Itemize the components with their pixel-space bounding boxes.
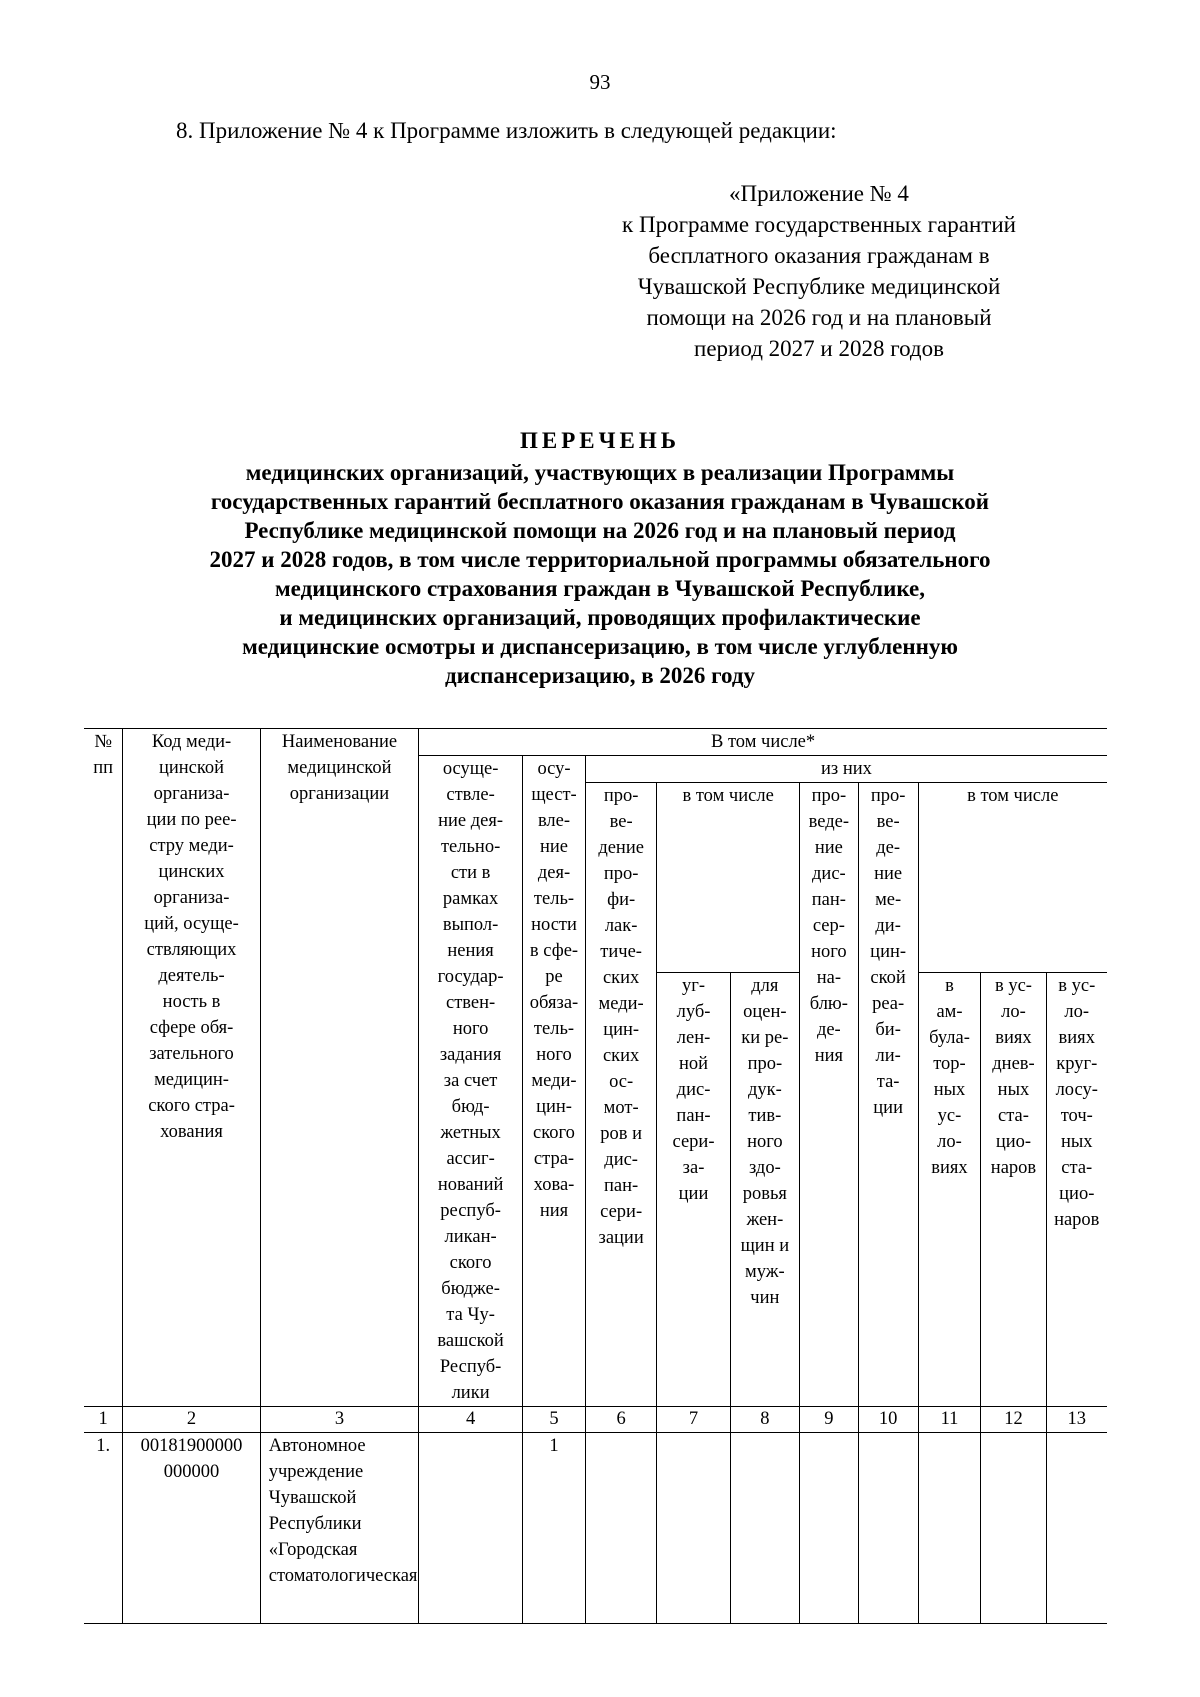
row-cell [657, 1433, 730, 1624]
appendix-line: помощи на 2026 год и на плановый [646, 305, 992, 330]
page-number: 93 [589, 70, 611, 94]
subtitle-line: и медицинских организаций, проводящих профилактические [279, 605, 921, 630]
organizations-table [84, 728, 1107, 1624]
subtitle-line: Республике медицинской помощи на 2026 год и на плановый период [244, 518, 956, 543]
header-outpatient: в ам- була- тор- ных ус- ло- виях [918, 972, 981, 1406]
row-cell [585, 1433, 656, 1624]
header-dispensary-observation: про- веде- ние дис- пан- сер- ного на- блю- де- ния [799, 783, 858, 1407]
column-number: 2 [123, 1407, 260, 1433]
row-cell [858, 1433, 918, 1624]
column-number: 3 [260, 1407, 418, 1433]
row-org-name: Автономное учреждение Чувашской Республики «Городская стоматологическая [260, 1433, 418, 1624]
subtitle-line: медицинского страхования граждан в Чувашской Республике, [275, 576, 925, 601]
row-cell [918, 1433, 981, 1624]
subtitle-line: государственных гарантий бесплатного оказания гражданам в Чувашской [210, 489, 990, 514]
appendix-line: Чувашской Республике медицинской [637, 274, 1001, 299]
column-number: 5 [523, 1407, 586, 1433]
subtitle-line: медицинских организаций, участвующих в реализации Программы [245, 460, 955, 485]
header-org-name: Наименование медицинской организации [260, 729, 418, 1407]
column-number: 8 [730, 1407, 799, 1433]
row-cell [799, 1433, 858, 1624]
row-org-code: 00181900000 000000 [123, 1433, 260, 1624]
header-oms-activity: осу- щест- вле- ние дея- тель- ности в сфе- ре обяза- тель- ного меди- цин- ского стра- хова- ния [523, 756, 586, 1407]
header-org-code: Код меди- цинской организа- ции по рее- стру меди- цинских организа- ций, осуще- ствляющих деятель- ность в сфере обя- зательного медицин- ского стра- хования [123, 729, 260, 1407]
header-prophylactic-exams: про- ве- дение про- фи- лак- тиче- ских меди- цин- ских ос- мот- ров и дис- пан- сери- зации [585, 783, 656, 1407]
column-number: 9 [799, 1407, 858, 1433]
header-including-b: в том числе [918, 783, 1107, 973]
row-number: 1. [84, 1433, 123, 1624]
table-row [84, 1433, 1107, 1624]
header-of-them: из них [585, 756, 1107, 783]
subtitle-line: диспансеризацию, в 2026 году [445, 663, 755, 688]
header-in-total: В том числе* [419, 729, 1107, 756]
row-cell [419, 1433, 523, 1624]
header-reproductive-health: для оцен- ки ре- про- дук- тив- ного здо- ровья жен- щин и муж- чин [730, 972, 799, 1406]
header-rehabilitation: про- ве- де- ние ме- ди- цин- ской реа- би- ли- та- ции [858, 783, 918, 1407]
appendix-line: «Приложение № 4 [729, 181, 909, 206]
column-number: 1 [84, 1407, 123, 1433]
header-in-depth-dispensarization: уг- луб- лен- ной дис- пан- сери- за- ции [657, 972, 730, 1406]
header-day-hospital: в ус- ло- виях днев- ных ста- цио- наров [981, 972, 1046, 1406]
row-cell: 1 [523, 1433, 586, 1624]
header-round-the-clock-hospital: в ус- ло- виях круг- лосу- точ- ных ста- цио- наров [1046, 972, 1107, 1406]
column-number: 11 [918, 1407, 981, 1433]
column-number: 10 [858, 1407, 918, 1433]
row-cell [981, 1433, 1046, 1624]
header-number: № пп [84, 729, 123, 1407]
column-number: 13 [1046, 1407, 1107, 1433]
row-cell [1046, 1433, 1107, 1624]
appendix-line: период 2027 и 2028 годов [694, 336, 944, 361]
column-number: 6 [585, 1407, 656, 1433]
header-including-a: в том числе [657, 783, 800, 973]
column-number: 4 [419, 1407, 523, 1433]
document-title: ПЕРЕЧЕНЬ [520, 428, 680, 453]
subtitle-line: медицинские осмотры и диспансеризацию, в том числе углубленную [242, 634, 958, 659]
header-state-assignment: осуще- ствле- ние дея- тельно- сти в рамках выпол- нения государ- ствен- ного задания за счет бюд- жетных ассиг- нований респуб- ликан- ского бюдже- та Чу- вашской Респуб- лики [419, 756, 523, 1407]
appendix-line: бесплатного оказания гражданам в [648, 243, 990, 268]
column-number: 7 [657, 1407, 730, 1433]
appendix-line: к Программе государственных гарантий [622, 212, 1016, 237]
row-cell [730, 1433, 799, 1624]
amendment-intro: 8. Приложение № 4 к Программе изложить в следующей редакции: [176, 118, 837, 143]
column-number-row [84, 1407, 1107, 1433]
document-subtitle [100, 458, 1100, 690]
subtitle-line: 2027 и 2028 годов, в том числе территориальной программы обязательного [209, 547, 991, 572]
column-number: 12 [981, 1407, 1046, 1433]
appendix-caption [588, 178, 1050, 364]
